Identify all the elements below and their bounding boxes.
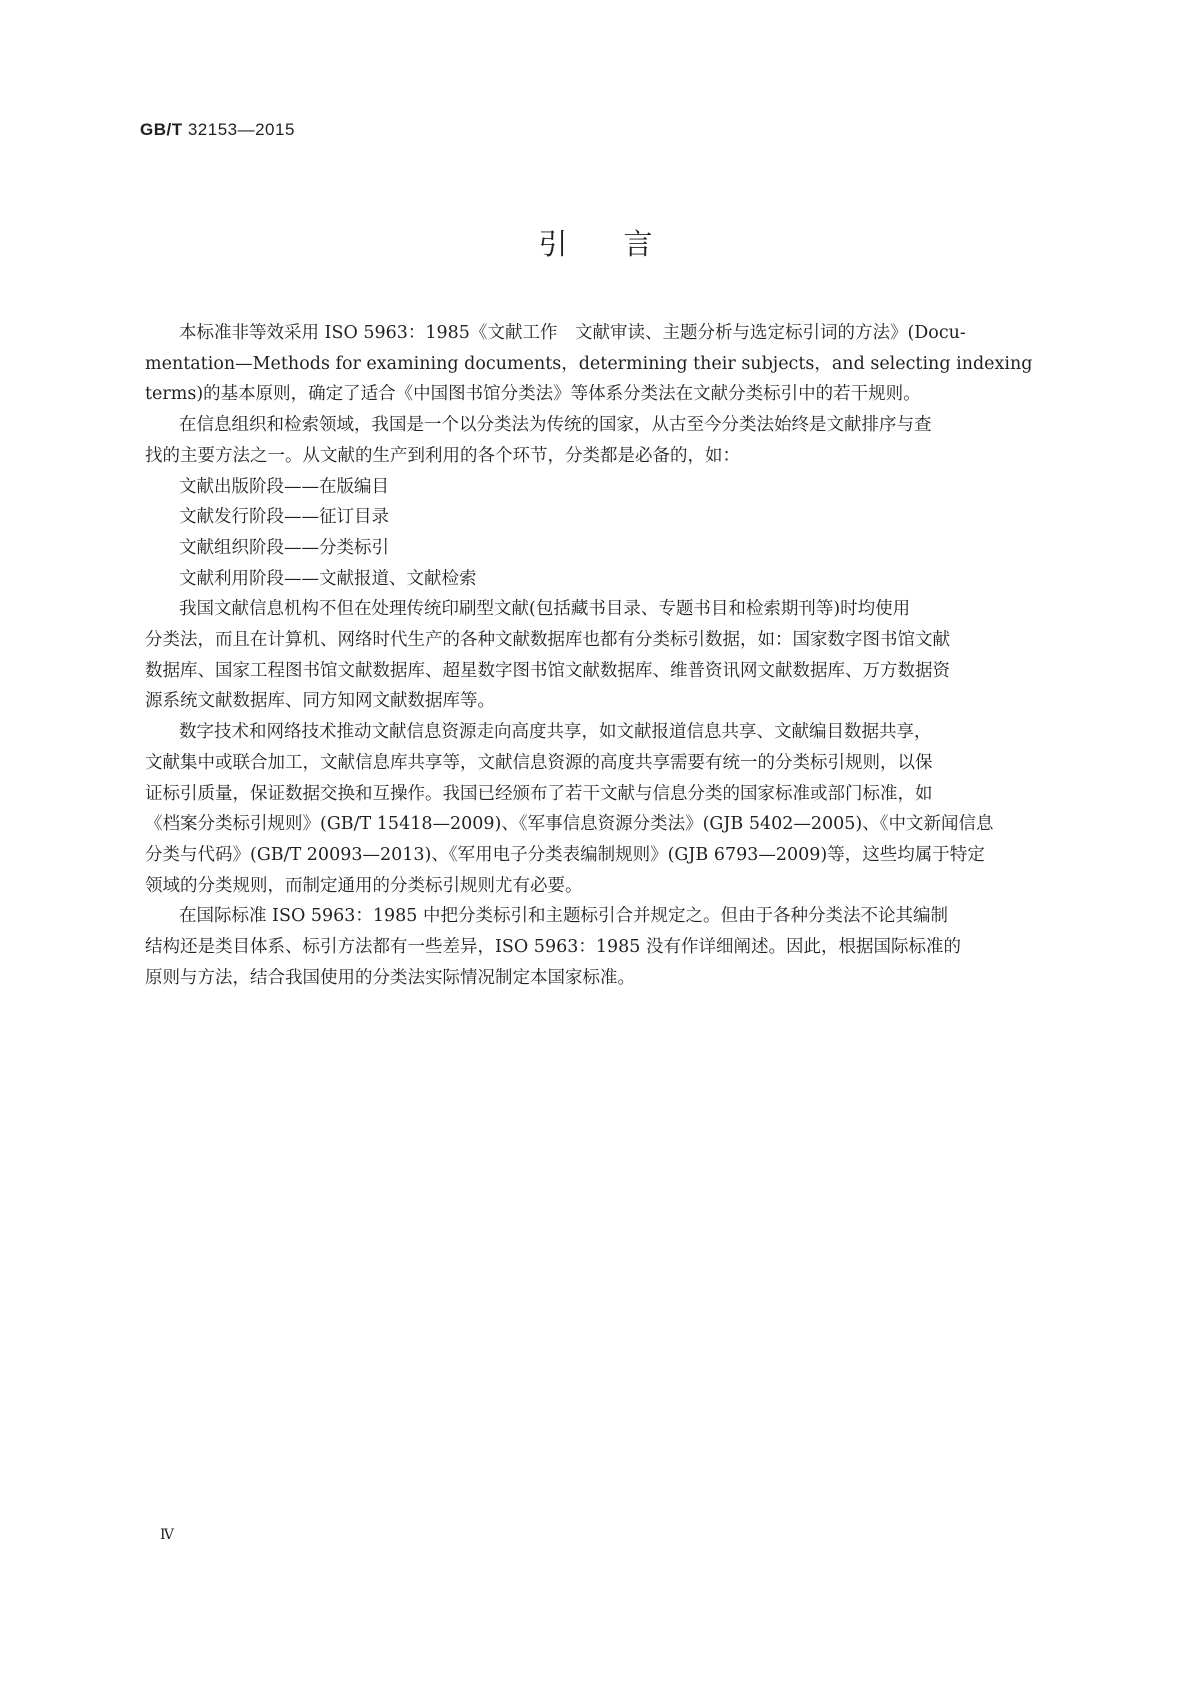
page-number: Ⅳ xyxy=(160,1527,174,1543)
text-line: 《档案分类标引规则》(GB/T 15418—2009)、《军事信息资源分类法》(GJB 5402—2005)、《中文新闻信息 xyxy=(145,814,994,835)
text-line: 文献出版阶段——在版编目 xyxy=(179,476,389,497)
list-item xyxy=(145,533,1053,564)
paragraph xyxy=(145,717,1053,901)
text-line: 结构还是类目体系、标引方法都有一些差异，ISO 5963：1985 没有作详细阐述。因此，根据国际标准的 xyxy=(145,937,961,958)
paragraph xyxy=(145,318,1053,410)
text-line: 源系统文献数据库、同方知网文献数据库等。 xyxy=(145,691,495,712)
text-line: 文献组织阶段——分类标引 xyxy=(179,537,389,558)
text-line: 分类法，而且在计算机、网络时代生产的各种文献数据库也都有分类标引数据，如：国家数字图书馆文献 xyxy=(145,630,950,651)
text-line: terms)的基本原则，确定了适合《中国图书馆分类法》等体系分类法在文献分类标引中的若干规则。 xyxy=(145,384,921,405)
text-line: 分类与代码》(GB/T 20093—2013)、《军用电子分类表编制规则》(GJB 6793—2009)等，这些均属于特定 xyxy=(145,844,985,865)
paragraph xyxy=(145,594,1053,717)
text-line: 本标准非等效采用 ISO 5963：1985《文献工作 文献审读、主题分析与选定标引词的方法》(Docu- xyxy=(179,323,966,343)
page-title: 引言 xyxy=(538,227,709,261)
text-line: mentation—Methods for examining documents，determining their subjects，and selecting indexing xyxy=(145,353,1033,374)
text-line: 在信息组织和检索领域，我国是一个以分类法为传统的国家，从古至今分类法始终是文献排序与查 xyxy=(179,415,932,436)
paragraph xyxy=(145,901,1053,993)
text-line: 文献发行阶段——征订目录 xyxy=(179,507,389,528)
text-line: 数字技术和网络技术推动文献信息资源走向高度共享，如文献报道信息共享、文献编目数据共享， xyxy=(179,722,932,743)
standard-prefix: GB/T xyxy=(140,120,183,139)
text-line: 找的主要方法之一。从文献的生产到利用的各个环节，分类都是必备的，如： xyxy=(145,445,740,466)
list-item xyxy=(145,564,1053,595)
body-text xyxy=(145,318,1053,993)
list-item xyxy=(145,502,1053,533)
text-line: 我国文献信息机构不但在处理传统印刷型文献(包括藏书目录、专题书目和检索期刊等)时均使用 xyxy=(179,599,911,620)
text-line: 在国际标准 ISO 5963：1985 中把分类标引和主题标引合并规定之。但由于各种分类法不论其编制 xyxy=(179,906,949,927)
text-line: 原则与方法，结合我国使用的分类法实际情况制定本国家标准。 xyxy=(145,967,635,988)
paragraph xyxy=(145,410,1053,471)
standard-number xyxy=(140,120,295,140)
text-line: 文献集中或联合加工，文献信息库共享等，文献信息资源的高度共享需要有统一的分类标引规则，以保 xyxy=(145,752,933,773)
text-line: 数据库、国家工程图书馆文献数据库、超星数字图书馆文献数据库、维普资讯网文献数据库、万方数据资 xyxy=(145,660,950,681)
standard-code: 32153—2015 xyxy=(182,120,295,139)
text-line: 领域的分类规则，而制定通用的分类标引规则尤有必要。 xyxy=(145,875,583,896)
text-line: 证标引质量，保证数据交换和互操作。我国已经颁布了若干文献与信息分类的国家标准或部门标准，如 xyxy=(145,783,933,804)
text-line: 文献利用阶段——文献报道、文献检索 xyxy=(179,568,477,589)
list-item xyxy=(145,472,1053,503)
